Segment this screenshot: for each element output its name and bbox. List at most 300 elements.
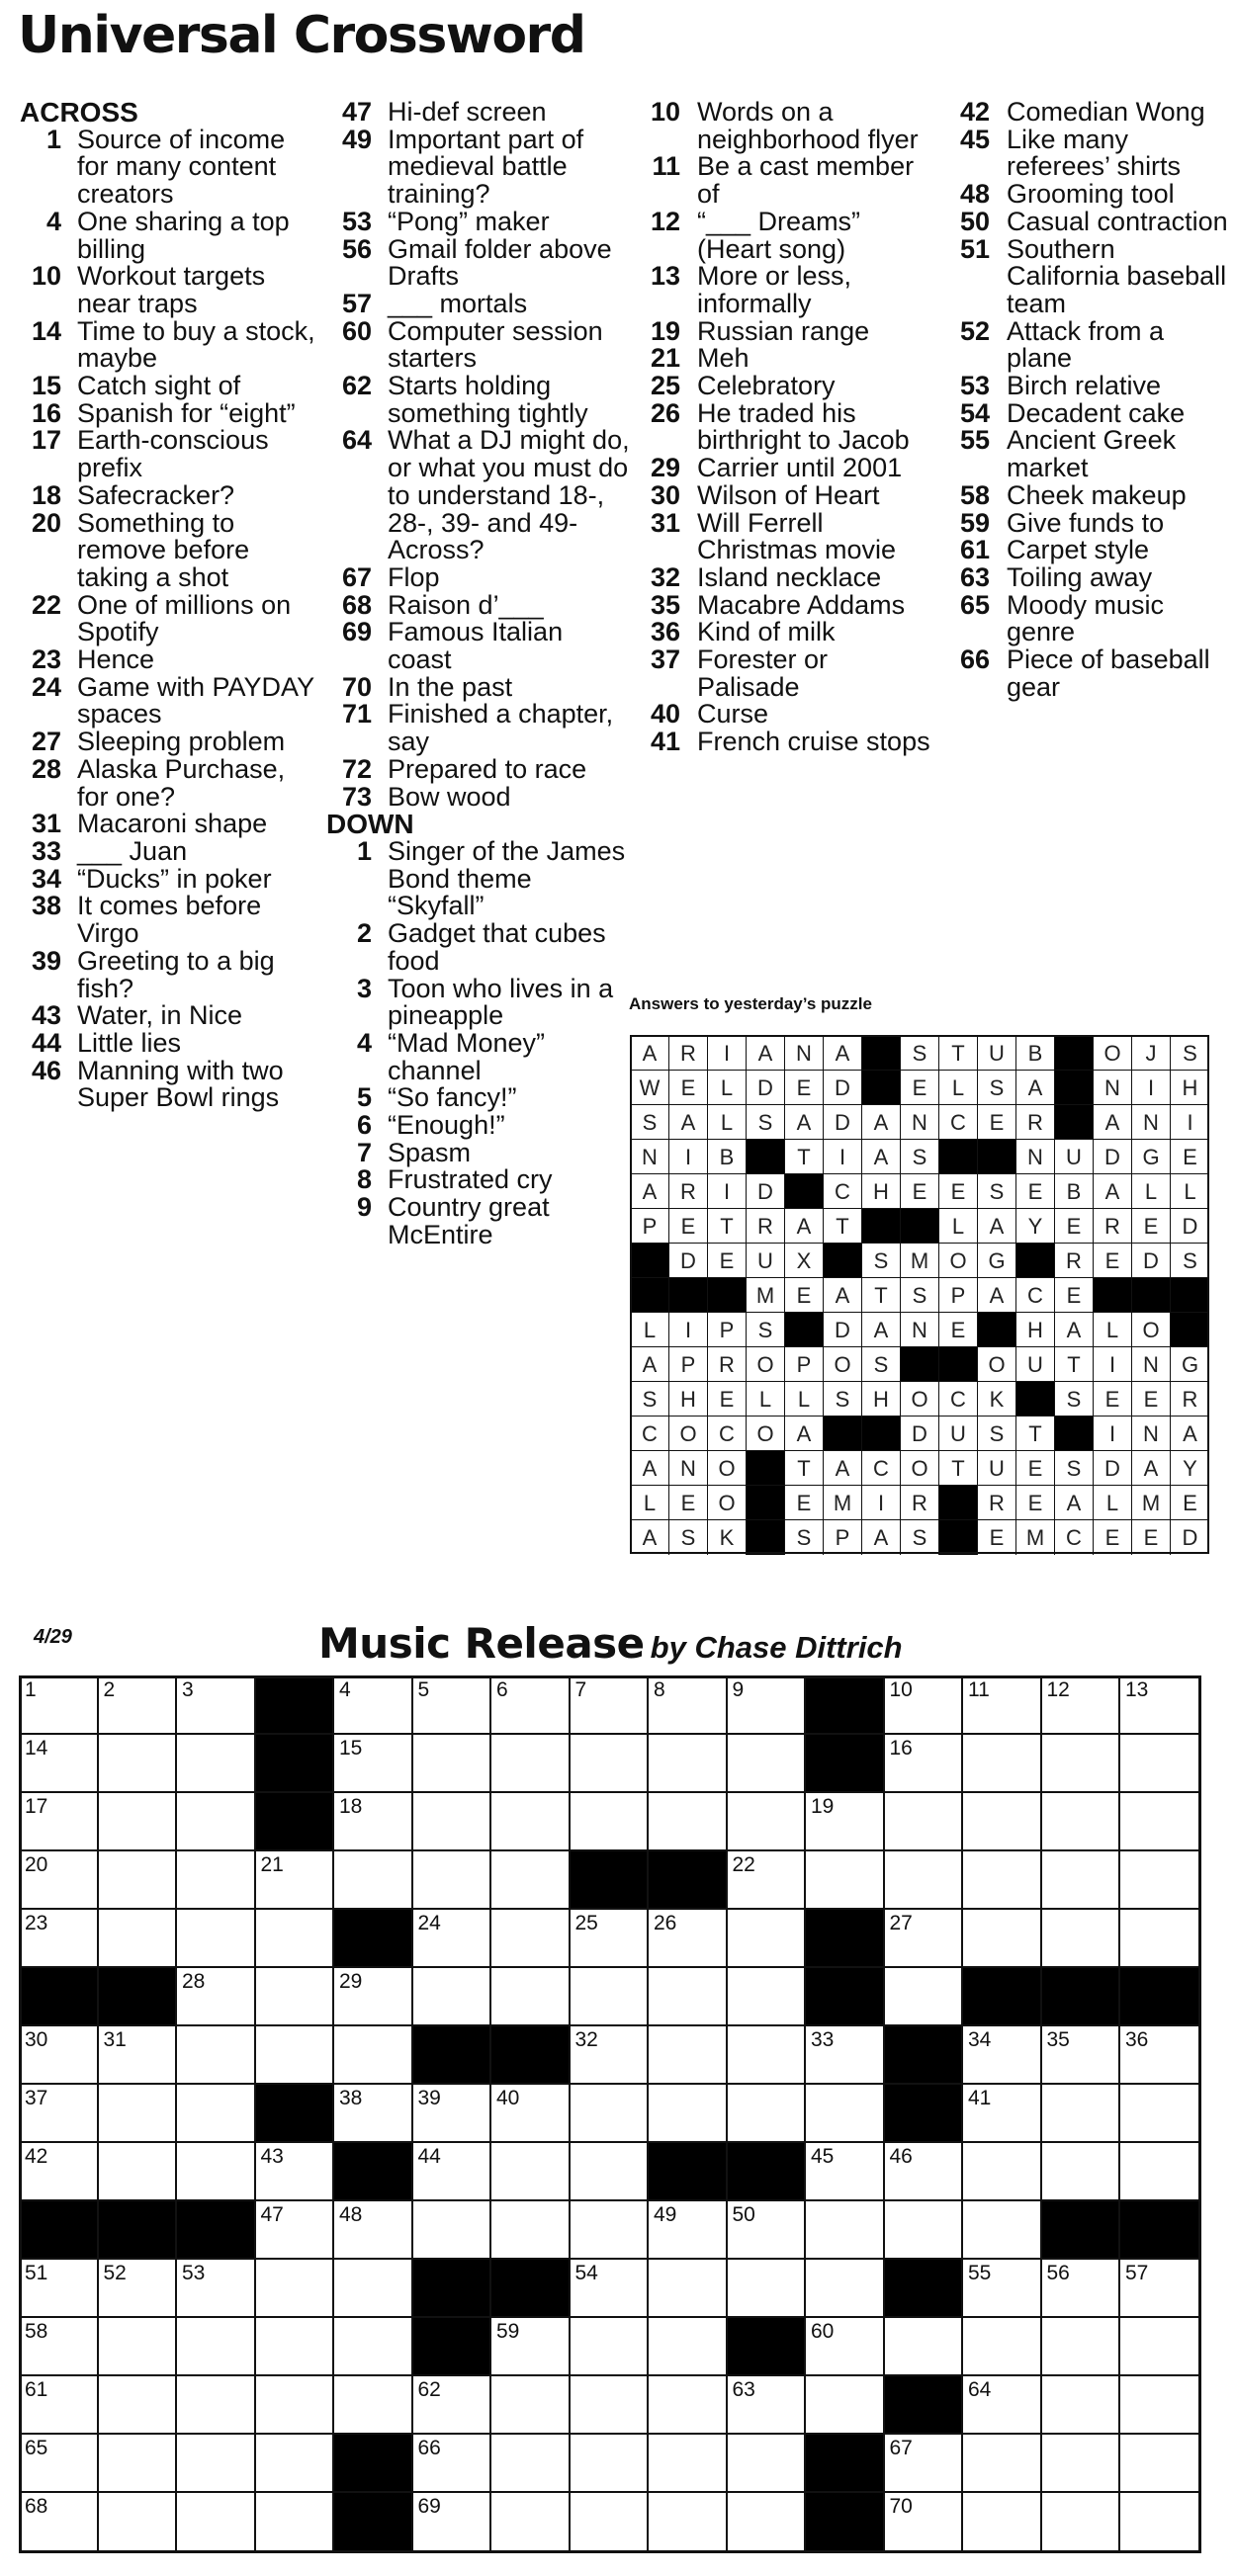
cell-number: 61: [25, 2378, 48, 2401]
grid-cell[interactable]: [1042, 1910, 1121, 1968]
black-square: [885, 2260, 964, 2318]
grid-cell[interactable]: [806, 2376, 885, 2435]
grid-cell[interactable]: [885, 1910, 964, 1968]
grid-cell[interactable]: [571, 1735, 650, 1793]
grid-cell[interactable]: [963, 2318, 1042, 2376]
grid-cell[interactable]: [728, 1676, 807, 1735]
clue-number: 50: [959, 206, 990, 236]
answer-cell: D: [1094, 1451, 1132, 1486]
grid-cell[interactable]: [491, 2493, 571, 2551]
grid-cell[interactable]: [334, 1676, 413, 1735]
grid-cell[interactable]: [885, 1851, 964, 1910]
grid-cell[interactable]: [413, 2143, 492, 2201]
grid-cell[interactable]: [649, 2201, 728, 2260]
down-clue: [636, 507, 932, 565]
answer-black-square: [708, 1278, 747, 1313]
clue-number: 53: [959, 371, 990, 401]
grid-cell[interactable]: [1120, 2435, 1199, 2493]
clue-number: 36: [650, 617, 680, 647]
down-clue: [636, 646, 932, 701]
grid-cell[interactable]: [20, 2435, 99, 2493]
answer-cell: A: [631, 1347, 669, 1382]
grid-cell[interactable]: [649, 1910, 728, 1968]
grid-cell[interactable]: [20, 2260, 99, 2318]
grid-cell[interactable]: [1042, 2143, 1121, 2201]
grid-cell[interactable]: [728, 2026, 807, 2085]
grid-cell[interactable]: [20, 2376, 99, 2435]
grid-cell[interactable]: [20, 2318, 99, 2376]
grid-cell[interactable]: [806, 1851, 885, 1910]
cell-number: 37: [25, 2087, 48, 2109]
grid-cell[interactable]: [1120, 2085, 1199, 2143]
answer-cell: L: [939, 1209, 978, 1244]
answer-black-square: [978, 1140, 1016, 1174]
grid-cell[interactable]: [728, 1793, 807, 1851]
grid-cell[interactable]: [963, 2435, 1042, 2493]
grid-cell[interactable]: [177, 2376, 256, 2435]
grid-cell[interactable]: [571, 1910, 650, 1968]
grid-cell[interactable]: [806, 2085, 885, 2143]
answer-cell: A: [862, 1105, 901, 1140]
grid-cell[interactable]: [571, 2143, 650, 2201]
grid-cell[interactable]: [413, 2435, 492, 2493]
grid-cell[interactable]: [334, 1851, 413, 1910]
answer-cell: A: [1016, 1071, 1055, 1105]
clue-number: 2: [356, 918, 372, 949]
grid-cell[interactable]: [491, 2318, 571, 2376]
across-clue: [326, 315, 633, 374]
cell-number: 53: [182, 2262, 206, 2284]
grid-cell[interactable]: [728, 2260, 807, 2318]
black-square: [491, 2026, 571, 2085]
grid-cell[interactable]: [491, 2085, 571, 2143]
grid-cell[interactable]: [806, 2143, 885, 2201]
grid-cell[interactable]: [571, 2435, 650, 2493]
grid-cell[interactable]: [334, 2260, 413, 2318]
grid-cell[interactable]: [20, 1793, 99, 1851]
grid-cell[interactable]: [1120, 2493, 1199, 2551]
grid-cell[interactable]: [256, 2143, 335, 2201]
clue-text: Raison d’___: [388, 589, 544, 620]
grid-cell[interactable]: [1120, 2376, 1199, 2435]
grid-cell[interactable]: [334, 2318, 413, 2376]
grid-cell[interactable]: [571, 2493, 650, 2551]
grid-cell[interactable]: [413, 2085, 492, 2143]
grid-cell[interactable]: [728, 1735, 807, 1793]
grid-cell[interactable]: [99, 1793, 178, 1851]
clue-number: 39: [31, 945, 61, 976]
grid-cell[interactable]: [20, 2085, 99, 2143]
answer-cell: E: [1132, 1382, 1171, 1417]
grid-cell[interactable]: [963, 2376, 1042, 2435]
clue-text: Toiling away: [1007, 561, 1153, 592]
clue-number: 40: [650, 699, 680, 730]
clue-text: Source of income for many content creators: [77, 124, 286, 210]
grid-cell[interactable]: [177, 2143, 256, 2201]
clue-text: Game with PAYDAY spaces: [77, 671, 314, 730]
cell-number: 8: [654, 1678, 665, 1701]
grid-cell[interactable]: [571, 2260, 650, 2318]
grid-cell[interactable]: [413, 2201, 492, 2260]
grid-cell[interactable]: [99, 1851, 178, 1910]
grid-cell[interactable]: [334, 2201, 413, 2260]
grid-cell[interactable]: [256, 2435, 335, 2493]
black-square: [806, 1910, 885, 1968]
down-clue: [944, 99, 1231, 127]
grid-cell[interactable]: [177, 1910, 256, 1968]
grid-cell[interactable]: [963, 2026, 1042, 2085]
clue-number: 32: [650, 561, 680, 592]
grid-cell[interactable]: [571, 2026, 650, 2085]
grid-cell[interactable]: [177, 1793, 256, 1851]
grid-cell[interactable]: [885, 1793, 964, 1851]
grid-cell[interactable]: [728, 1851, 807, 1910]
grid-cell[interactable]: [1120, 2026, 1199, 2085]
across-clue: [326, 427, 633, 564]
grid-cell[interactable]: [413, 1735, 492, 1793]
grid-cell[interactable]: [491, 1735, 571, 1793]
answer-cell: S: [669, 1520, 708, 1555]
clue-text: Curse: [697, 699, 769, 730]
cell-number: 20: [25, 1853, 48, 1876]
grid-cell[interactable]: [413, 1968, 492, 2026]
grid-cell[interactable]: [491, 2201, 571, 2260]
grid-cell[interactable]: [649, 1676, 728, 1735]
answer-cell: E: [785, 1071, 824, 1105]
clue-text: Safecracker?: [77, 479, 235, 510]
grid-cell[interactable]: [1042, 2085, 1121, 2143]
grid-cell[interactable]: [963, 2493, 1042, 2551]
answer-cell: L: [747, 1382, 785, 1417]
grid-cell[interactable]: [491, 2376, 571, 2435]
answer-cell: S: [978, 1174, 1016, 1209]
grid-cell[interactable]: [177, 2493, 256, 2551]
clue-number: 44: [31, 1027, 61, 1058]
down-clue: [326, 1027, 633, 1085]
answer-cell: O: [824, 1347, 862, 1382]
clue-number: 57: [341, 288, 372, 318]
clue-number: 35: [650, 589, 680, 620]
clue-number: 58: [959, 479, 990, 510]
black-square: [334, 1910, 413, 1968]
clue-text: Southern California baseball team: [1007, 233, 1227, 318]
clue-number: 31: [650, 507, 680, 538]
grid-cell[interactable]: [571, 2201, 650, 2260]
grid-cell[interactable]: [1120, 1735, 1199, 1793]
grid-cell[interactable]: [728, 2493, 807, 2551]
grid-cell[interactable]: [334, 1793, 413, 1851]
grid-cell[interactable]: [728, 2201, 807, 2260]
grid-cell[interactable]: [1042, 1793, 1121, 1851]
grid-cell[interactable]: [256, 2493, 335, 2551]
grid-cell[interactable]: [413, 1793, 492, 1851]
grid-cell[interactable]: [728, 2085, 807, 2143]
black-square: [806, 2435, 885, 2493]
grid-cell[interactable]: [649, 2376, 728, 2435]
grid-cell[interactable]: [99, 2143, 178, 2201]
answer-cell: S: [1055, 1382, 1094, 1417]
grid-cell[interactable]: [491, 1968, 571, 2026]
answer-cell: D: [1182, 1525, 1198, 1550]
answer-cell: S: [862, 1347, 901, 1382]
grid-cell[interactable]: [20, 1735, 99, 1793]
answer-black-square: [939, 1347, 978, 1382]
grid-cell[interactable]: [177, 2260, 256, 2318]
clue-column-1: [20, 99, 316, 1112]
grid-cell[interactable]: [413, 1910, 492, 1968]
grid-cell[interactable]: [1042, 1676, 1121, 1735]
grid-cell[interactable]: [334, 1735, 413, 1793]
grid-cell[interactable]: [571, 1676, 650, 1735]
grid-cell[interactable]: [963, 1910, 1042, 1968]
grid-cell[interactable]: [20, 2143, 99, 2201]
clue-number: 14: [31, 315, 61, 346]
clue-text: Macaroni shape: [77, 809, 268, 839]
grid-cell[interactable]: [649, 1735, 728, 1793]
grid-cell[interactable]: [177, 2318, 256, 2376]
grid-cell[interactable]: [491, 1851, 571, 1910]
across-clue: [20, 729, 316, 756]
grid-cell[interactable]: [1120, 2318, 1199, 2376]
clue-text: Decadent cake: [1007, 397, 1186, 428]
grid-cell[interactable]: [963, 2143, 1042, 2201]
clue-number: 1: [45, 124, 61, 154]
down-clue: [636, 315, 932, 346]
clue-text: ___ mortals: [388, 288, 528, 318]
grid-cell[interactable]: [1042, 2026, 1121, 2085]
across-clue: [326, 99, 633, 127]
grid-cell[interactable]: [1042, 2435, 1121, 2493]
grid-cell[interactable]: [649, 2085, 728, 2143]
cell-number: 68: [25, 2495, 48, 2518]
grid-cell[interactable]: [1042, 1735, 1121, 1793]
grid-cell[interactable]: [1120, 1910, 1199, 1968]
grid-cell[interactable]: [99, 2260, 178, 2318]
grid-cell[interactable]: [1042, 2493, 1121, 2551]
answer-cell: G: [1132, 1140, 1171, 1174]
grid-cell[interactable]: [571, 2318, 650, 2376]
grid-cell[interactable]: [728, 1968, 807, 2026]
grid-cell[interactable]: [20, 2026, 99, 2085]
grid-cell[interactable]: [728, 1910, 807, 1968]
grid-cell[interactable]: [1042, 1851, 1121, 1910]
grid-cell[interactable]: [1120, 2143, 1199, 2201]
down-clue: [636, 263, 932, 317]
grid-cell[interactable]: [99, 2318, 178, 2376]
grid-cell[interactable]: [256, 2260, 335, 2318]
answer-cell: E: [1055, 1278, 1094, 1313]
grid-cell[interactable]: [99, 2026, 178, 2085]
grid-cell[interactable]: [334, 1968, 413, 2026]
answer-cell: I: [824, 1140, 862, 1174]
clue-number: 46: [31, 1055, 61, 1085]
across-clue: [20, 863, 316, 894]
grid-cell[interactable]: [1042, 2376, 1121, 2435]
answers-label: Answers to yesterday’s puzzle: [629, 994, 872, 1013]
clue-number: 51: [959, 233, 990, 264]
grid-cell[interactable]: [885, 2493, 964, 2551]
grid-cell[interactable]: [963, 2085, 1042, 2143]
grid-cell[interactable]: [99, 2085, 178, 2143]
clue-number: 59: [959, 507, 990, 538]
puzzle-date: 4/29: [34, 1626, 72, 1648]
grid-cell[interactable]: [649, 2493, 728, 2551]
clue-text: Famous Italian coast: [388, 617, 564, 675]
grid-cell[interactable]: [806, 1793, 885, 1851]
down-heading: DOWN: [326, 809, 414, 840]
grid-cell[interactable]: [806, 2318, 885, 2376]
clue-text: Frustrated cry: [388, 1164, 553, 1195]
answer-cell: E: [669, 1071, 708, 1105]
grid-cell[interactable]: [885, 2143, 964, 2201]
grid-cell[interactable]: [728, 2376, 807, 2435]
grid-cell[interactable]: [963, 1793, 1042, 1851]
grid-cell[interactable]: [571, 1793, 650, 1851]
grid-cell[interactable]: [177, 2435, 256, 2493]
grid-cell[interactable]: [491, 2435, 571, 2493]
grid-cell[interactable]: [99, 1735, 178, 1793]
grid-cell[interactable]: [649, 2260, 728, 2318]
grid-cell[interactable]: [963, 1676, 1042, 1735]
grid-cell[interactable]: [571, 1968, 650, 2026]
grid-cell[interactable]: [649, 2435, 728, 2493]
grid-cell[interactable]: [99, 2376, 178, 2435]
cell-number: 6: [496, 1678, 508, 1701]
clue-text: Starts holding something tightly: [388, 371, 588, 428]
grid-cell[interactable]: [256, 1910, 335, 1968]
grid-cell[interactable]: [806, 2026, 885, 2085]
clue-number: 30: [650, 479, 680, 510]
grid-cell[interactable]: [1120, 1676, 1199, 1735]
grid-cell[interactable]: [649, 1968, 728, 2026]
grid-cell[interactable]: [20, 1676, 99, 1735]
clue-text: ___ Juan: [77, 835, 188, 866]
grid-cell[interactable]: [885, 1968, 964, 2026]
grid-cell[interactable]: [491, 1676, 571, 1735]
answer-cell: L: [708, 1105, 747, 1140]
answer-cell: N: [669, 1451, 708, 1486]
grid-cell[interactable]: [256, 2201, 335, 2260]
down-clue: [326, 973, 633, 1031]
clue-number: 4: [356, 1027, 372, 1058]
grid-cell[interactable]: [413, 1851, 492, 1910]
grid-cell[interactable]: [885, 2435, 964, 2493]
answer-cell: U: [939, 1417, 978, 1451]
grid-cell[interactable]: [1042, 2260, 1121, 2318]
answer-cell: D: [824, 1071, 862, 1105]
answer-cell: N: [1132, 1105, 1171, 1140]
grid-cell[interactable]: [99, 1676, 178, 1735]
grid-cell[interactable]: [963, 1851, 1042, 1910]
grid-cell[interactable]: [649, 1793, 728, 1851]
answer-cell: S: [824, 1382, 862, 1417]
down-clue-list-continued-2: [944, 99, 1231, 701]
grid-cell[interactable]: [334, 2376, 413, 2435]
grid-cell[interactable]: [177, 2085, 256, 2143]
grid-cell[interactable]: [963, 1735, 1042, 1793]
clue-text: Comedian Wong: [1007, 97, 1205, 127]
grid-cell[interactable]: [177, 1676, 256, 1735]
grid-cell[interactable]: [885, 1676, 964, 1735]
clue-text: Island necklace: [697, 561, 882, 592]
answer-cell: S: [901, 1278, 939, 1313]
grid-cell[interactable]: [256, 1851, 335, 1910]
grid-cell[interactable]: [413, 1676, 492, 1735]
grid-cell[interactable]: [885, 1735, 964, 1793]
grid-cell[interactable]: [256, 2318, 335, 2376]
grid-cell[interactable]: [963, 2260, 1042, 2318]
cell-number: 15: [339, 1737, 363, 1760]
grid-cell[interactable]: [334, 2026, 413, 2085]
answer-cell: M: [1016, 1520, 1055, 1555]
grid-cell[interactable]: [571, 2085, 650, 2143]
cell-number: 45: [811, 2145, 835, 2168]
grid-cell[interactable]: [963, 2201, 1042, 2260]
down-clue: [944, 479, 1231, 510]
grid-cell[interactable]: [413, 2376, 492, 2435]
grid-cell[interactable]: [806, 2201, 885, 2260]
grid-cell[interactable]: [177, 2026, 256, 2085]
answer-cell: D: [824, 1105, 862, 1140]
grid-cell[interactable]: [334, 2085, 413, 2143]
cell-number: 36: [1125, 2028, 1149, 2051]
puzzle-title-text: Music Release: [318, 1619, 645, 1668]
grid-cell[interactable]: [885, 2201, 964, 2260]
grid-cell[interactable]: [177, 1735, 256, 1793]
answer-cell: S: [901, 1520, 939, 1555]
answer-cell: H: [669, 1382, 708, 1417]
grid-cell[interactable]: [20, 2493, 99, 2551]
clue-number: 43: [31, 1000, 61, 1031]
grid-cell[interactable]: [1120, 1793, 1199, 1851]
grid-cell[interactable]: [649, 2318, 728, 2376]
grid-cell[interactable]: [99, 2435, 178, 2493]
grid-cell[interactable]: [571, 2376, 650, 2435]
answer-cell: E: [1094, 1244, 1132, 1278]
cell-number: 11: [968, 1678, 990, 1701]
grid-cell[interactable]: [491, 1910, 571, 1968]
grid-cell[interactable]: [20, 1910, 99, 1968]
answer-cell: E: [785, 1486, 824, 1520]
grid-cell[interactable]: [885, 2318, 964, 2376]
answer-black-square: [1055, 1417, 1094, 1451]
grid-cell[interactable]: [177, 1968, 256, 2026]
grid-cell[interactable]: [1120, 1851, 1199, 1910]
grid-cell[interactable]: [99, 2493, 178, 2551]
grid-cell[interactable]: [99, 1910, 178, 1968]
grid-cell[interactable]: [1042, 2318, 1121, 2376]
grid-cell[interactable]: [728, 2435, 807, 2493]
answer-cell: S: [631, 1105, 669, 1140]
clue-text: Gmail folder above Drafts: [388, 233, 612, 292]
answer-cell: E: [939, 1174, 978, 1209]
grid-cell[interactable]: [491, 2143, 571, 2201]
answer-cell: K: [978, 1382, 1016, 1417]
grid-cell[interactable]: [413, 2493, 492, 2551]
grid-cell[interactable]: [649, 2026, 728, 2085]
grid-cell[interactable]: [491, 1793, 571, 1851]
cell-number: 38: [339, 2087, 363, 2109]
grid-cell[interactable]: [256, 1968, 335, 2026]
across-clue: [326, 373, 633, 427]
grid-cell[interactable]: [256, 2376, 335, 2435]
grid-cell[interactable]: [256, 2026, 335, 2085]
cell-number: 34: [968, 2028, 992, 2051]
grid-cell[interactable]: [1120, 2260, 1199, 2318]
grid-cell[interactable]: [20, 1851, 99, 1910]
grid-cell[interactable]: [177, 1851, 256, 1910]
grid-cell[interactable]: [806, 2260, 885, 2318]
